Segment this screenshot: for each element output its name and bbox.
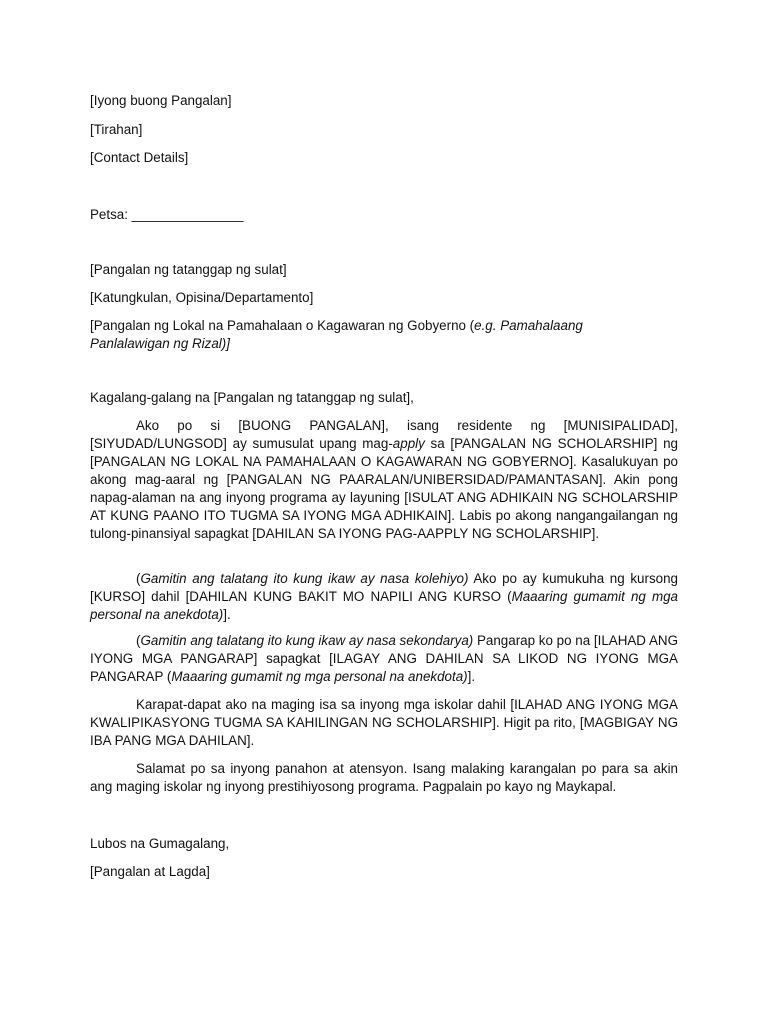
body-paragraph-4: Karapat-dapat ako na maging isa sa inyong mga iskolar dahil [ILAHAD ANG IYONG MGA KWALIPIKASYONG TUGMA SA KAHILINGAN NG SCHOLARSHIP]. Higit pa rito, [MAGBIGAY NG IBA PANG MGA DAHILAN]. <box>90 697 678 748</box>
body-p3-text-b: ]. <box>467 669 476 684</box>
body-p3-open: ( <box>136 633 141 648</box>
body-p3-note: Gamitin ang talatang ito kung ikaw ay nasa sekondarya) <box>140 633 474 648</box>
date-line: Petsa: _______________ <box>90 207 244 222</box>
body-p2-note: Gamitin ang talatang ito kung ikaw ay nasa kolehiyo) <box>140 571 469 586</box>
closing: Lubos na Gumagalang, <box>90 836 230 851</box>
signature: [Pangalan at Lagda] <box>90 864 210 879</box>
sender-contact: [Contact Details] <box>90 150 189 165</box>
body-p1-text-a: Ako po si [BUONG PANGALAN], isang residente ng [MUNISIPALIDAD], [SIYUDAD/LUNGSOD] ay sumusulat upang mag- <box>90 418 678 451</box>
body-p2-open: ( <box>136 571 141 586</box>
body-paragraph-3 <box>90 632 678 686</box>
body-paragraph-1 <box>90 417 678 543</box>
recipient-org-prefix: [Pangalan ng Lokal na Pamahalaan o Kagawaran ng Gobyerno ( <box>90 318 475 333</box>
body-paragraph-2 <box>90 570 678 624</box>
recipient-organization <box>90 317 630 353</box>
body-p3-text-a: Pangarap ko po na [ILAHAD ANG IYONG MGA PANGARAP] sapagkat [ILAGAY ANG DAHILAN SA LIKOD NG IYONG MGA PANGARAP ( <box>90 633 678 684</box>
body-p2-text-a: Ako po ay kumukuha ng kursong [KURSO] dahil [DAHILAN KUNG BAKIT MO NAPILI ANG KURSO ( <box>90 571 678 604</box>
body-p1-text-b: sa [PANGALAN NG SCHOLARSHIP] ng [PANGALAN NG LOKAL NA PAMAHALAAN O KAGAWARAN NG GOBYERNO]. Kasalukuyan po akong mag-aaral ng [PANGALAN NG PAARALAN/UNIBERSIDAD/PAMANTASAN]. Akin pong napag-alaman na ang inyong programa ay layuning [ISULAT ANG ADHIKAIN NG SCHOLARSHIP AT KUNG PAANO ITO TUGMA SA IYONG MGA ADHIKAIN]. Labis po akong nangangailangan ng tulong-pinansiyal sapagkat [DAHILAN SA IYONG PAG-AAPPLY NG SCHOLARSHIP]. <box>90 436 678 541</box>
body-paragraph-5: Salamat po sa inyong panahon at atensyon. Isang malaking karangalan po para sa akin ang maging iskolar ng inyong prestihiyosong programa. Pagpalain po kayo ng Maykapal. <box>90 761 678 794</box>
sender-name: [Iyong buong Pangalan] <box>90 93 232 108</box>
body-p2-text-b: ]. <box>223 607 231 622</box>
sender-address: [Tirahan] <box>90 122 143 137</box>
recipient-name: [Pangalan ng tatanggap ng sulat] <box>90 262 287 277</box>
body-p2-note2: Maaaring gumamit ng mga personal na anekdota) <box>90 589 678 622</box>
recipient-org-example: e.g. Pamahalaang Panlalawigan ng Rizal)] <box>90 318 583 351</box>
body-p1-apply: apply <box>392 436 425 451</box>
recipient-position: [Katungkulan, Opisina/Departamento] <box>90 290 314 305</box>
salutation: Kagalang-galang na [Pangalan ng tatanggap ng sulat], <box>90 390 414 405</box>
body-p3-note2: Maaaring gumamit ng mga personal na anekdota) <box>171 669 468 684</box>
